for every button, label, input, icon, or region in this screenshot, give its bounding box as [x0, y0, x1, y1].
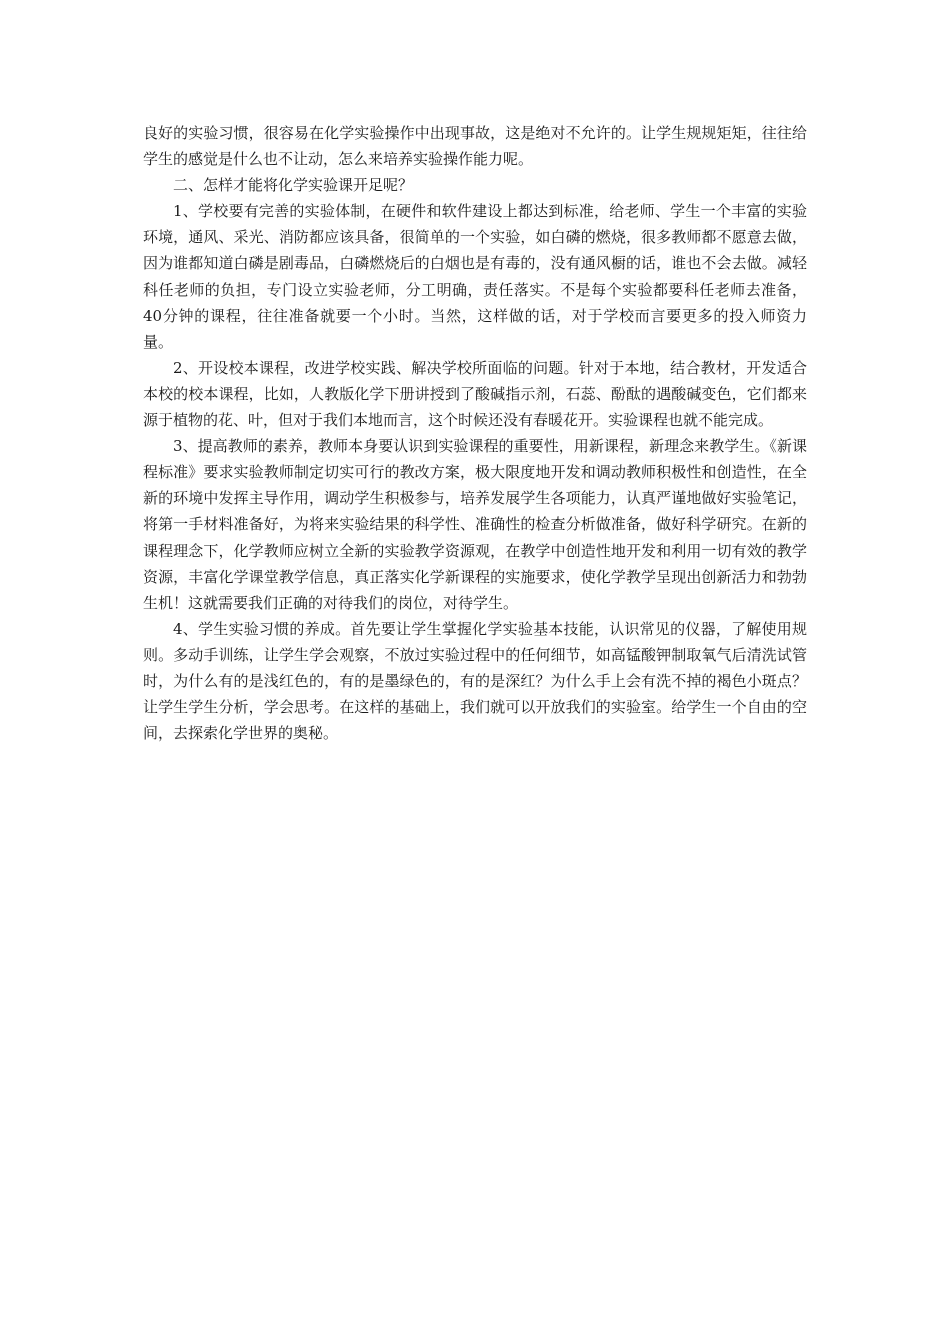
document-body: [143, 120, 807, 746]
section-heading-two: 二、怎样才能将化学实验课开足呢？: [173, 176, 414, 195]
paragraph-point-3: 3、提高教师的素养，教师本身要认识到实验课程的重要性，用新课程，新理念来教学生。《新课程标准》要求实验教师制定切实可行的教改方案，极大限度地开发和调动教师积极性和创造性，在全新的环境中发挥主导作用，调动学生积极参与，培养发展学生各项能力，认真严谨地做好实验笔记，将第一手材料准备好，为将来实验结果的科学性、准确性的检查分析做准备，做好科学研究。在新的课程理念下，化学教师应树立全新的实验教学资源观，在教学中创造性地开发和利用一切有效的教学资源，丰富化学课堂教学信息，真正落实化学新课程的实施要求，使化学教学呈现出创新活力和勃勃生机！这就需要我们正确的对待我们的岗位，对待学生。: [143, 437, 807, 612]
paragraph-point-2: 2、开设校本课程，改进学校实践、解决学校所面临的问题。针对于本地，结合教材，开发适合本校的校本课程，比如，人教版化学下册讲授到了酸碱指示剂，石蕊、酚酞的遇酸碱变色，它们都来源于植物的花、叶，但对于我们本地而言，这个时候还没有春暖花开。实验课程也就不能完成。: [143, 358, 807, 430]
paragraph-continuation: 良好的实验习惯，很容易在化学实验操作中出现事故，这是绝对不允许的。让学生规规矩矩，往往给学生的感觉是什么也不让动，怎么来培养实验操作能力呢。: [143, 124, 807, 169]
paragraph-point-4: 4、学生实验习惯的养成。首先要让学生掌握化学实验基本技能，认识常见的仪器，了解使用规则。多动手训练，让学生学会观察，不放过实验过程中的任何细节，如高锰酸钾制取氧气后清洗试管时，为什么有的是浅红色的，有的是墨绿色的，有的是深红？为什么手上会有洗不掉的褐色小斑点？让学生学生分析，学会思考。在这样的基础上，我们就可以开放我们的实验室。给学生一个自由的空间，去探索化学世界的奥秘。: [143, 619, 807, 743]
paragraph-point-1: 1、学校要有完善的实验体制，在硬件和软件建设上都达到标准，给老师、学生一个丰富的实验环境，通风、采光、消防都应该具备，很简单的一个实验，如白磷的燃烧，很多教师都不愿意去做，因为谁都知道白磷是剧毒品，白磷燃烧后的白烟也是有毒的，没有通风橱的话，谁也不会去做。减轻科任老师的负担，专门设立实验老师，分工明确，责任落实。不是每个实验都要科任老师去准备，40分钟的课程，往往准备就要一个小时。当然，这样做的话，对于学校而言要更多的投入师资力量。: [143, 202, 807, 351]
